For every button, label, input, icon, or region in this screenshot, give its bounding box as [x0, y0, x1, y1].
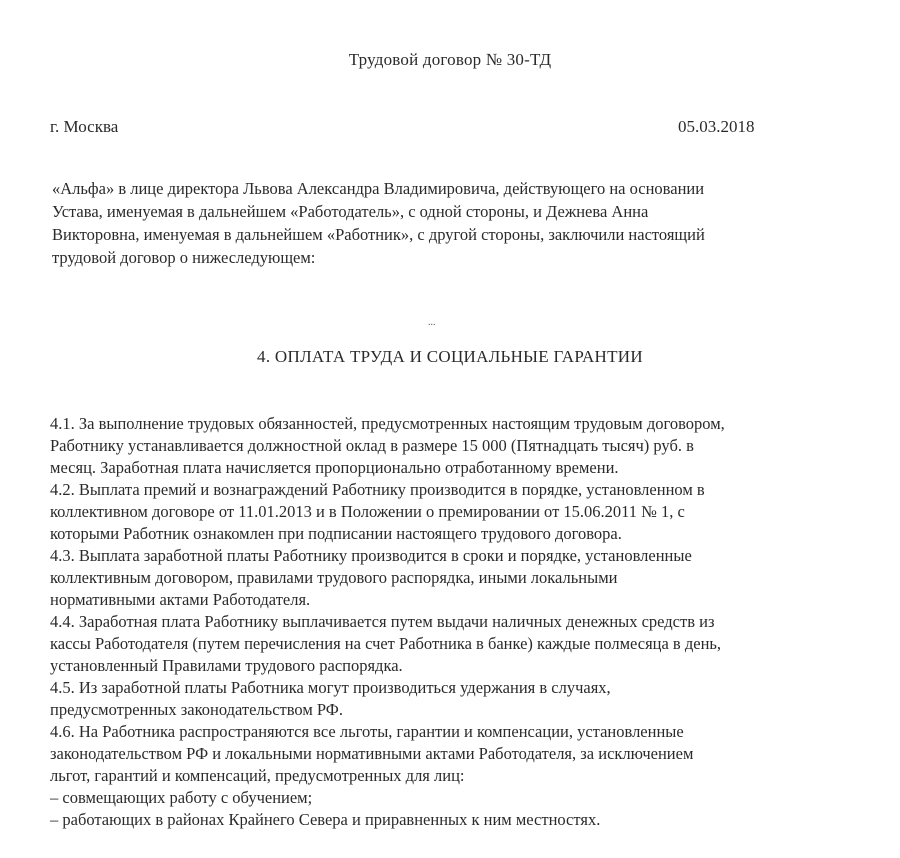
document-title: Трудовой договор № 30-ТД [348, 50, 552, 69]
clause-line: Работнику устанавливается должностной оклад в размере 15 000 (Пятнадцать тысяч) руб. в [50, 436, 694, 455]
clause-line: 4.4. Заработная плата Работнику выплачивается путем выдачи наличных денежных средств из [50, 612, 715, 631]
clause-line: – совмещающих работу с обучением; [50, 788, 313, 807]
clause-line: месяц. Заработная плата начисляется пропорционально отработанному времени. [50, 458, 619, 477]
clause-line: предусмотренных законодательством РФ. [50, 700, 343, 719]
preamble-line: Устава, именуемая в дальнейшем «Работодатель», с одной стороны, и Дежнева Анна [52, 202, 649, 221]
clause-line: 4.5. Из заработной платы Работника могут производиться удержания в случаях, [50, 678, 611, 697]
preamble-line: Викторовна, именуемая в дальнейшем «Работник», с другой стороны, заключили настоящий [52, 225, 705, 244]
clause-line: которыми Работник ознакомлен при подписании настоящего трудового договора. [50, 524, 622, 543]
document-city: г. Москва [50, 117, 119, 136]
section-body [50, 413, 840, 831]
clause-line: законодательством РФ и локальными нормативными актами Работодателя, за исключением [50, 744, 694, 763]
clause-line: коллективном договоре от 11.01.2013 и в Положении о премировании от 15.06.2011 № 1, с [50, 502, 685, 521]
clause-line: – работающих в районах Крайнего Севера и приравненных к ним местностях. [50, 810, 601, 829]
clause-line: 4.3. Выплата заработной платы Работнику производится в сроки и порядке, установленные [50, 546, 692, 565]
clause-line: коллективным договором, правилами трудового распорядка, иными локальными [50, 568, 618, 587]
clause-line: 4.6. На Работника распространяются все льготы, гарантии и компенсации, установленные [50, 722, 684, 741]
section-title: 4. ОПЛАТА ТРУДА И СОЦИАЛЬНЫЕ ГАРАНТИИ [257, 347, 643, 366]
preamble-line: «Альфа» в лице директора Львова Александра Владимировича, действующего на основании [52, 179, 705, 198]
clause-line: льгот, гарантий и компенсаций, предусмотренных для лиц: [50, 766, 465, 785]
clause-line: 4.1. За выполнение трудовых обязанностей, предусмотренных настоящим трудовым договором, [50, 414, 725, 433]
preamble-line: трудовой договор о нижеследующем: [52, 248, 316, 267]
clause-line: нормативными актами Работодателя. [50, 590, 311, 609]
clause-line: кассы Работодателя (путем перечисления на счет Работника в банке) каждые полмесяца в день, [50, 634, 722, 653]
document-date: 05.03.2018 [678, 117, 755, 136]
omission-separator: ... [428, 317, 436, 328]
clause-line: 4.2. Выплата премий и вознаграждений Работнику производится в порядке, установленном в [50, 480, 705, 499]
preamble [52, 177, 832, 269]
clause-line: установленный Правилами трудового распорядка. [50, 656, 403, 675]
